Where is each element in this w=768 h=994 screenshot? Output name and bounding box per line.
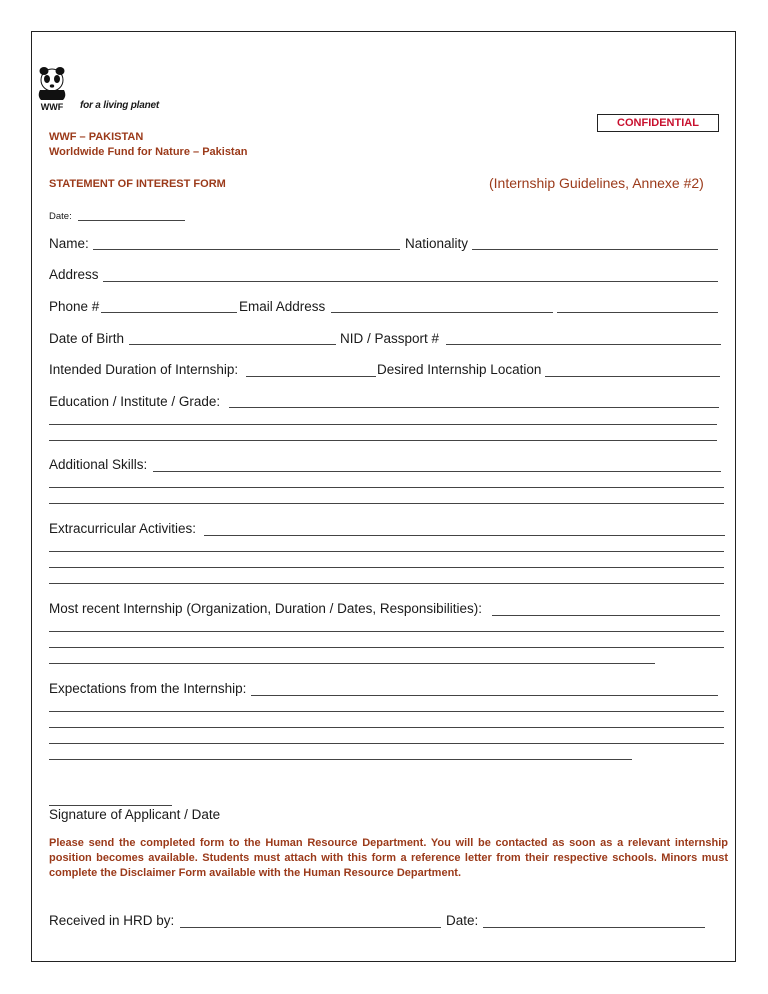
date-field[interactable] bbox=[78, 220, 185, 221]
recent-internship-label: Most recent Internship (Organization, Duration / Dates, Responsibilities): bbox=[49, 601, 482, 616]
skills-field-line-3[interactable] bbox=[49, 503, 724, 504]
nationality-field[interactable] bbox=[472, 249, 718, 250]
recent-internship-field-line-3[interactable] bbox=[49, 647, 724, 648]
annex-reference: (Internship Guidelines, Annexe #2) bbox=[489, 175, 704, 191]
duration-field[interactable] bbox=[246, 376, 376, 377]
education-field-line-2[interactable] bbox=[49, 424, 717, 425]
confidential-badge: CONFIDENTIAL bbox=[597, 114, 719, 132]
dob-field[interactable] bbox=[129, 344, 336, 345]
extracurricular-field-line-3[interactable] bbox=[49, 567, 724, 568]
expectations-field-line-4[interactable] bbox=[49, 743, 724, 744]
date-label: Date: bbox=[49, 211, 72, 222]
tagline: for a living planet bbox=[80, 100, 159, 111]
extracurricular-field-line-2[interactable] bbox=[49, 551, 724, 552]
email-field[interactable] bbox=[331, 312, 553, 313]
received-label: Received in HRD by: bbox=[49, 913, 175, 928]
submission-notice: Please send the completed form to the Human Resource Department. You will be contacted as soon as a relevant internship position becomes available. Students must attach with this form a reference letter from their respective schools. Minors must complete the Disclaimer Form available with the Human Resource Department. bbox=[49, 837, 728, 879]
expectations-label: Expectations from the Internship: bbox=[49, 681, 247, 696]
dob-label: Date of Birth bbox=[49, 331, 125, 346]
skills-field-line-2[interactable] bbox=[49, 487, 724, 488]
education-field[interactable] bbox=[229, 407, 719, 408]
svg-text:WWF: WWF bbox=[40, 102, 64, 112]
name-field[interactable] bbox=[93, 249, 400, 250]
expectations-field[interactable] bbox=[251, 695, 718, 696]
recent-internship-field-line-2[interactable] bbox=[49, 631, 724, 632]
duration-label: Intended Duration of Internship: bbox=[49, 362, 239, 377]
received-date-field[interactable] bbox=[483, 927, 705, 928]
expectations-field-line-3[interactable] bbox=[49, 727, 724, 728]
address-label: Address bbox=[49, 267, 99, 282]
signature-label: Signature of Applicant / Date bbox=[49, 807, 221, 822]
location-label: Desired Internship Location bbox=[377, 362, 542, 377]
expectations-field-line-5[interactable] bbox=[49, 759, 632, 760]
wwf-panda-logo bbox=[36, 66, 68, 112]
org-full-name: Worldwide Fund for Nature – Pakistan bbox=[49, 146, 248, 158]
page-border bbox=[31, 31, 736, 962]
form-title: STATEMENT OF INTEREST FORM bbox=[49, 178, 226, 190]
org-name: WWF – PAKISTAN bbox=[49, 131, 144, 143]
signature-field[interactable] bbox=[49, 805, 172, 806]
recent-internship-field[interactable] bbox=[492, 615, 720, 616]
name-label: Name: bbox=[49, 236, 89, 251]
education-label: Education / Institute / Grade: bbox=[49, 394, 221, 409]
nid-field[interactable] bbox=[446, 344, 721, 345]
extracurricular-field-line-4[interactable] bbox=[49, 583, 724, 584]
phone-label: Phone # bbox=[49, 299, 100, 314]
skills-field[interactable] bbox=[153, 471, 721, 472]
address-field[interactable] bbox=[103, 281, 718, 282]
extracurricular-label: Extracurricular Activities: bbox=[49, 521, 197, 536]
phone-field[interactable] bbox=[101, 312, 237, 313]
nationality-label: Nationality bbox=[405, 236, 469, 251]
nid-label: NID / Passport # bbox=[340, 331, 440, 346]
email-field-2[interactable] bbox=[557, 312, 718, 313]
email-label: Email Address bbox=[239, 299, 326, 314]
skills-label: Additional Skills: bbox=[49, 457, 148, 472]
recent-internship-field-line-4[interactable] bbox=[49, 663, 655, 664]
education-field-line-3[interactable] bbox=[49, 440, 717, 441]
extracurricular-field[interactable] bbox=[204, 535, 725, 536]
location-field[interactable] bbox=[545, 376, 720, 377]
expectations-field-line-2[interactable] bbox=[49, 711, 724, 712]
received-date-label: Date: bbox=[446, 913, 479, 928]
received-field[interactable] bbox=[180, 927, 441, 928]
